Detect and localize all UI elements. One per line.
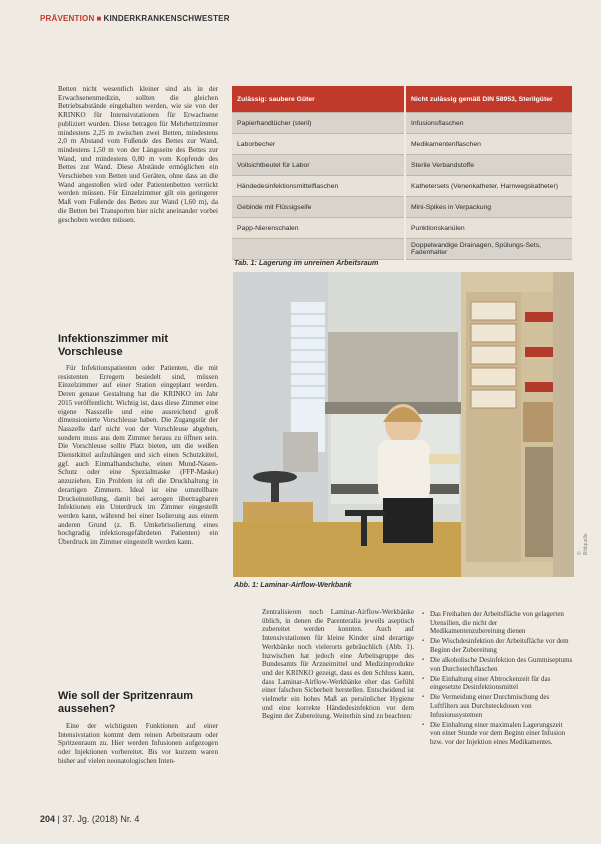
page-footer <box>40 814 139 824</box>
header-subsection: KINDERKRANKENSCHWESTER <box>103 14 230 23</box>
table-cell: Sterile Verbandstoffe <box>405 155 572 176</box>
table-cell: Papierhandtücher (steril) <box>232 113 405 134</box>
table-cell: Gebinde mit Flüssigseife <box>232 197 405 218</box>
table-cell: Medikamentenflaschen <box>405 134 572 155</box>
hygiene-bullet-list <box>422 610 574 748</box>
list-item: ▪ Die Wischdesinfektion der Arbeitsfläche vor dem Beginn der Zubereitung <box>422 637 574 654</box>
table-cell: Kathetersets (Venenkatheter, Harnwegskatheter) <box>405 176 572 197</box>
section-heading-infection-rooms: Infektionszimmer mit Vorschleuse <box>58 333 169 358</box>
figure-caption: Abb. 1: Laminar-Airflow-Werkbank <box>234 580 352 589</box>
table-row <box>232 239 572 260</box>
list-item: ▪ Die alkoholische Desinfektion des Gummiseptums von Durchstechflaschen <box>422 656 574 673</box>
table-cell: Laborbecher <box>232 134 405 155</box>
list-item: ▪ Die Einhaltung einer maximalen Lagerungszeit von einer Stunde vor dem Beginn einer Infusion bzw. vor der Injektion eines Medikamentes. <box>422 721 574 747</box>
left-column-para1 <box>58 85 218 224</box>
table-row <box>232 113 572 134</box>
table-cell: Vollsichtbeutel für Labor <box>232 155 405 176</box>
body-paragraph: Zentralisieren noch Laminar-Airflow-Werkbänke üblich, in denen die Parenteralia jeweils aseptisch zubereitet werden konnten. Auch auf Intensivstationen für kleine Kinder sind derartige Werkbänke noch vielerorts gebräuchlich (Abb. 1). Inzwischen hat jedoch eine Arbeitsgruppe des Bundesamts für Arzneimittel und Medizinprodukte und der KRINKO gezeigt, dass es den Schluss kann, dass Laminar-Airflow-Werkbänke eher das Gefühl einer falschen Sicherheit herstellen. Entscheidend ist vielmehr ein hohes Maß an persönlicher Hygiene und eine korrekte Händedesinfektion vor dem Beginn der Zubereitung. Weiterhin sind zu beachten: <box>262 608 414 721</box>
table-row <box>232 197 572 218</box>
photo-illustration <box>233 272 574 577</box>
left-column-para2 <box>58 364 218 547</box>
table-header-not-allowed: Nicht zulässig gemäß DIN 58953, Sterilgüter <box>405 86 572 113</box>
table-cell: Doppelwandige Drainagen, Spülungs-Sets, Fadenhalter <box>405 239 572 260</box>
table-header-row <box>232 86 572 113</box>
table-header-allowed: Zulässig: saubere Güter <box>232 86 405 113</box>
list-item: ▪ Die Einhaltung einer Abtrockenzeit für das eingesetzte Desinfektionsmittel <box>422 675 574 692</box>
header-section: PRÄVENTION <box>40 14 95 23</box>
table-cell: Mini-Spikes in Verpackung <box>405 197 572 218</box>
list-item: ▪ Die Vermeidung einer Durchmischung des Luftfilters aus Durchsteckdosen von Infusionssystemen <box>422 693 574 719</box>
middle-column <box>262 608 414 721</box>
table-row <box>232 218 572 239</box>
page-number: 204 <box>40 814 56 824</box>
table-cell: Infusionsflaschen <box>405 113 572 134</box>
footer-divider: | <box>57 814 63 824</box>
body-paragraph: Eine der wichtigsten Funktionen auf einer Intensivstation kommt dem reinen Arbeitsraum oder Spritzenraum zu. Hier werden Infusionen aufgezogen oder Injektionen vorbereitet. Bis vor kurzem waren bisher auf vielen neonatologischen Inten- <box>58 722 218 765</box>
header-separator: ■ <box>96 14 102 23</box>
laminar-airflow-photo <box>233 272 574 577</box>
table-row <box>232 155 572 176</box>
left-column-para3 <box>58 722 218 766</box>
section-heading-syringe-room: Wie soll der Spritzenraum aussehen? <box>58 690 193 715</box>
running-header <box>40 14 230 23</box>
table-cell <box>232 239 405 260</box>
table-cell: Punktionskanülen <box>405 218 572 239</box>
body-paragraph: Für Infektionspatienten oder Patienten, die mit resistenten Erregern besiedelt sind, müssen Einzelzimmer auf einer Station eingeplant werden. Deren genaue Gestaltung hat die KRINKO im Jahr 2015 veröffentlicht. Wichtig ist, dass diese Zimmer eine eigene Nasszelle und eine ausreichend groß dimensionierte Vorschleuse haben. Die Zugangstür der Nasszelle darf nicht von der Vorschleuse abgehen, sondern muss aus dem Zimmer heraus zu öffnen sein. Die Vorschleuse sollte Platz bieten, um die weißen Dienstkittel aufzuhängen und sich einen Schutzkittel, ggf. auch Einmalhandschuhe, einen Mund-Nasen-Schutz oder eine Spezialmaske (FFP-Maske) anzuziehen. Ein Problem ist oft die Druckhaltung in derartigen Zimmern. Ideal ist eine umstellbare Druckeinstellung, damit bei aerogen übertragbaren Infektionen ein Unterdruck im Zimmer eingestellt werden kann, während bei einer Isolierung aus einem anderen Grund (z. B. Umkehrisolierung eines hochgradig infektionsgefährdeten Patienten) ein Überdruck im Zimmer eingestellt werden kann. <box>58 364 218 547</box>
body-paragraph: Betten nicht wesentlich kleiner sind als in der Erwachsenenmedizin, sollten die gleichen Betriebsabstände eingehalten werden, wie sie von der KRINKO für Intensivstationen für Erwachsene publiziert wurden. Diese betragen für Mehrbettzimmer mindestens 2,25 m zwischen zwei Betten, mindestens 2,0 m Abstand vom Fußende des Bettes zur Wand, mindestens 1,50 m von der Längsseite des Bettes zur Wand, und mindestens 0,80 m vom Kopfende des Bettes zur Wand. Diese Abstände ermöglichen ein Verschieben von Betten und Geräten, ohne dass an die Wand angestoßen wird oder Patientenbetten verrückt werden müssen. Für Einzelzimmer gilt ein geringerer Maß vom Fußende des Bettes zur Wand (1,60 m), da die Betten bei Transporten hier nicht aneinander vorbei geschoben werden müssen. <box>58 85 218 224</box>
photo-credit: © Bildquelle <box>577 533 589 555</box>
table-row <box>232 134 572 155</box>
table-cell: Papp-Nierenschalen <box>232 218 405 239</box>
list-item: ▪ Das Freihalten der Arbeitsfläche von gelagerten Utensilien, die nicht der Medikamentenzubereitung dienen <box>422 610 574 636</box>
storage-table <box>232 86 572 260</box>
table-caption: Tab. 1: Lagerung im unreinen Arbeitsraum <box>234 258 379 267</box>
table-cell: Händedesinfektionsmittelflaschen <box>232 176 405 197</box>
issue-info: 37. Jg. (2018) Nr. 4 <box>62 814 140 824</box>
table-row <box>232 176 572 197</box>
